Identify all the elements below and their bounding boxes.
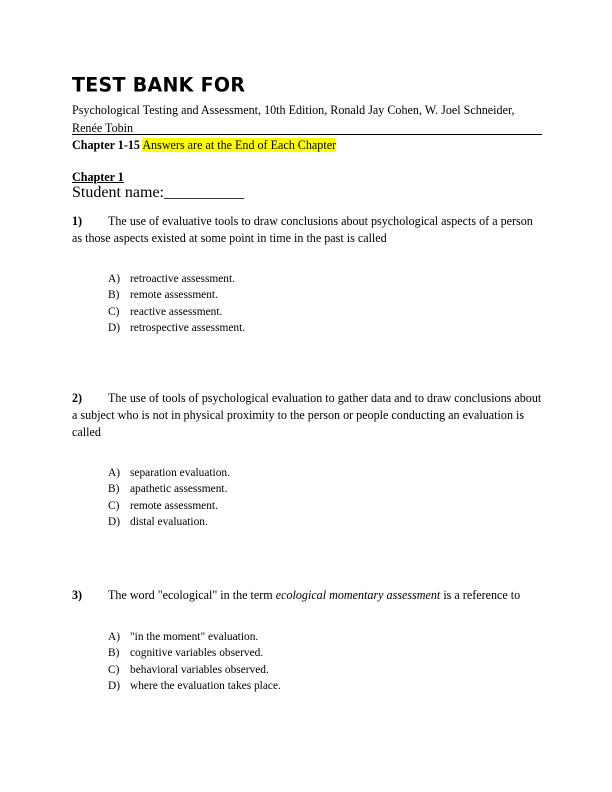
option-b <box>108 481 230 497</box>
option-text: separation evaluation. <box>130 467 230 479</box>
option-letter: D) <box>108 321 121 334</box>
question-1 <box>72 213 542 247</box>
option-letter: A) <box>108 467 121 479</box>
question-2-options <box>108 465 230 530</box>
option-letter: C) <box>108 499 120 512</box>
option-c <box>108 662 281 678</box>
option-letter: A) <box>108 273 121 285</box>
option-letter: D) <box>108 515 121 528</box>
header-divider <box>72 134 542 135</box>
option-b <box>108 645 281 661</box>
option-letter: B) <box>108 647 120 660</box>
option-letter: C) <box>108 663 120 676</box>
question-text-italic-term: ecological momentary assessment <box>275 588 441 602</box>
option-text: "in the moment" evaluation. <box>130 631 259 643</box>
question-3-options <box>108 629 281 694</box>
option-text: retrospective assessment. <box>130 321 246 334</box>
option-a <box>108 271 245 287</box>
option-letter: B) <box>108 483 120 496</box>
question-number: 1) <box>72 214 83 228</box>
option-text: where the evaluation takes place. <box>130 679 281 692</box>
page-title: TEST BANK FOR <box>72 73 246 97</box>
chapter-heading: Chapter 1 <box>72 170 124 184</box>
option-text: behavioral variables observed. <box>130 663 269 676</box>
option-text: retroactive assessment. <box>130 273 236 285</box>
option-c <box>108 498 230 514</box>
question-number: 3) <box>72 588 83 602</box>
option-c <box>108 304 245 320</box>
option-d <box>108 320 245 336</box>
option-letter: D) <box>108 679 121 692</box>
question-text-start: The word "ecological" in the term <box>108 588 276 602</box>
option-letter: B) <box>108 289 120 302</box>
question-number: 2) <box>72 391 83 405</box>
question-1-options <box>108 271 245 336</box>
answers-note-highlight: Answers are at the End of Each Chapter <box>142 138 337 152</box>
option-a <box>108 465 230 481</box>
option-letter: A) <box>108 631 121 643</box>
chapter-range-label: Chapter 1-15 <box>72 138 140 152</box>
option-d <box>108 678 281 694</box>
student-name-field: Student name:__________ <box>72 184 244 201</box>
option-text: reactive assessment. <box>130 305 223 318</box>
book-citation: Psychological Testing and Assessment, 10th Edition, Ronald Jay Cohen, W. Joel Schneider, Renée Tobin <box>72 103 515 135</box>
option-d <box>108 514 230 530</box>
question-3 <box>72 587 542 604</box>
question-text: The use of tools of psychological evaluation to gather data and to draw conclusions about a subject who is not in physical proximity to the person or people conducting an evaluation is called <box>72 391 542 439</box>
question-2 <box>72 390 542 441</box>
option-letter: C) <box>108 305 120 318</box>
option-a <box>108 629 281 645</box>
option-text: cognitive variables observed. <box>130 647 264 660</box>
question-text-end: is a reference to <box>440 588 521 602</box>
option-text: remote assessment. <box>130 499 218 512</box>
chapter-range-line <box>72 137 336 153</box>
option-text: remote assessment. <box>130 289 218 302</box>
option-text: distal evaluation. <box>130 515 208 528</box>
option-b <box>108 287 245 303</box>
question-text: The use of evaluative tools to draw conclusions about psychological aspects of a person as those aspects existed at some point in time in the past is called <box>72 214 533 245</box>
option-text: apathetic assessment. <box>130 483 228 496</box>
